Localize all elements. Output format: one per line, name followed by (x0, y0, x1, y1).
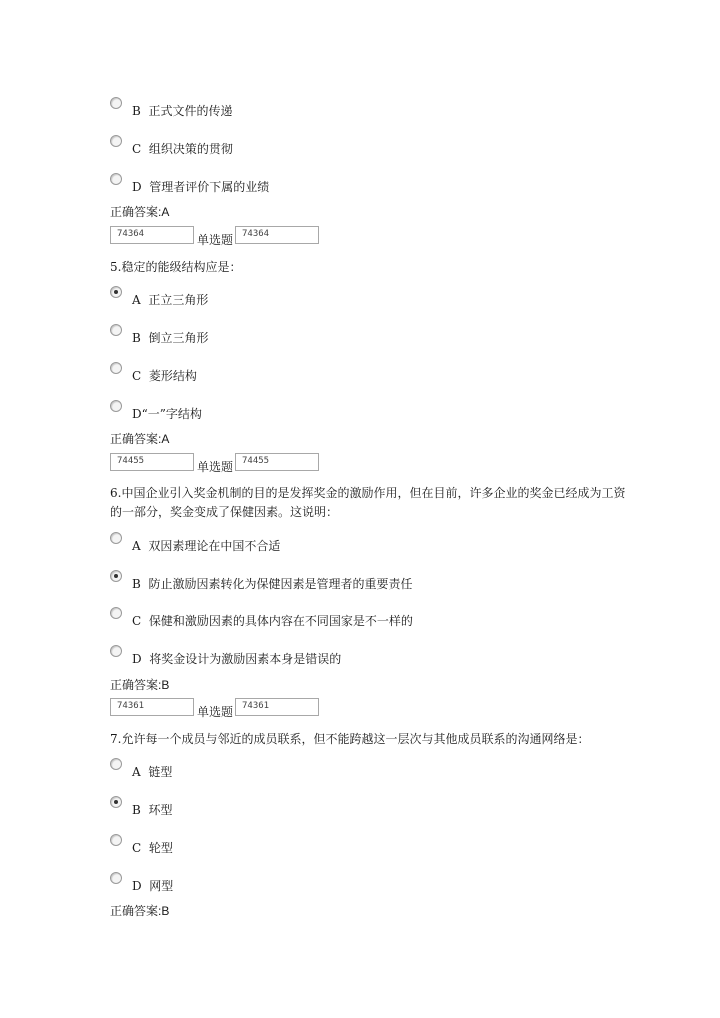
q5-id-field-right[interactable]: 74455 (235, 453, 319, 471)
q4-correct-answer: 正确答案:A (110, 205, 170, 219)
option-label: B 倒立三角形 (132, 331, 209, 345)
option-label: A 正立三角形 (132, 293, 209, 307)
q6-type-label: 单选题 (197, 705, 234, 719)
radio-icon[interactable] (110, 400, 122, 412)
option-label: A 链型 (132, 765, 173, 779)
q6-id-field-right[interactable]: 74361 (235, 698, 319, 716)
radio-checked-icon[interactable] (110, 796, 122, 808)
q6-question: 6.中国企业引入奖金机制的目的是发挥奖金的激励作用，但在目前，许多企业的奖金已经成为工资的一部分，奖金变成了保健因素。这说明： (110, 486, 626, 519)
radio-checked-icon[interactable] (110, 286, 122, 298)
option-label: B 环型 (132, 803, 173, 817)
q6-id-field-left[interactable]: 74361 (110, 698, 194, 716)
radio-icon[interactable] (110, 872, 122, 884)
q5-id-row (110, 453, 330, 475)
radio-icon[interactable] (110, 135, 122, 147)
q4-id-field-left[interactable]: 74364 (110, 226, 194, 244)
option-label: D 网型 (132, 879, 174, 893)
option-label: C 菱形结构 (132, 369, 197, 383)
q5-question: 5.稳定的能级结构应是： (110, 260, 242, 274)
radio-icon[interactable] (110, 645, 122, 657)
option-label: D“一”字结构 (132, 407, 202, 421)
q4-id-row (110, 226, 330, 248)
radio-icon[interactable] (110, 324, 122, 336)
q6-correct-answer: 正确答案:B (110, 678, 170, 692)
radio-icon[interactable] (110, 758, 122, 770)
q7-correct-answer: 正确答案:B (110, 904, 170, 918)
option-label: D 将奖金设计为激励因素本身是错误的 (132, 652, 342, 666)
q4-id-field-right[interactable]: 74364 (235, 226, 319, 244)
option-label: C 保健和激励因素的具体内容在不同国家是不一样的 (132, 614, 413, 628)
q7-question: 7.允许每一个成员与邻近的成员联系，但不能跨越这一层次与其他成员联系的沟通网络是： (110, 732, 590, 746)
option-label: B 防止激励因素转化为保健因素是管理者的重要责任 (132, 577, 413, 591)
option-label: C 组织决策的贯彻 (132, 142, 233, 156)
radio-icon[interactable] (110, 173, 122, 185)
q5-correct-answer: 正确答案:A (110, 432, 170, 446)
radio-icon[interactable] (110, 607, 122, 619)
option-label: A 双因素理论在中国不合适 (132, 539, 281, 553)
radio-icon[interactable] (110, 362, 122, 374)
option-label: B 正式文件的传递 (132, 104, 233, 118)
q5-type-label: 单选题 (197, 460, 234, 474)
q4-type-label: 单选题 (197, 233, 234, 247)
radio-checked-icon[interactable] (110, 570, 122, 582)
q6-id-row (110, 698, 330, 720)
option-label: D 管理者评价下属的业绩 (132, 180, 270, 194)
radio-icon[interactable] (110, 532, 122, 544)
radio-icon[interactable] (110, 834, 122, 846)
radio-icon[interactable] (110, 97, 122, 109)
q5-id-field-left[interactable]: 74455 (110, 453, 194, 471)
option-label: C 轮型 (132, 841, 173, 855)
